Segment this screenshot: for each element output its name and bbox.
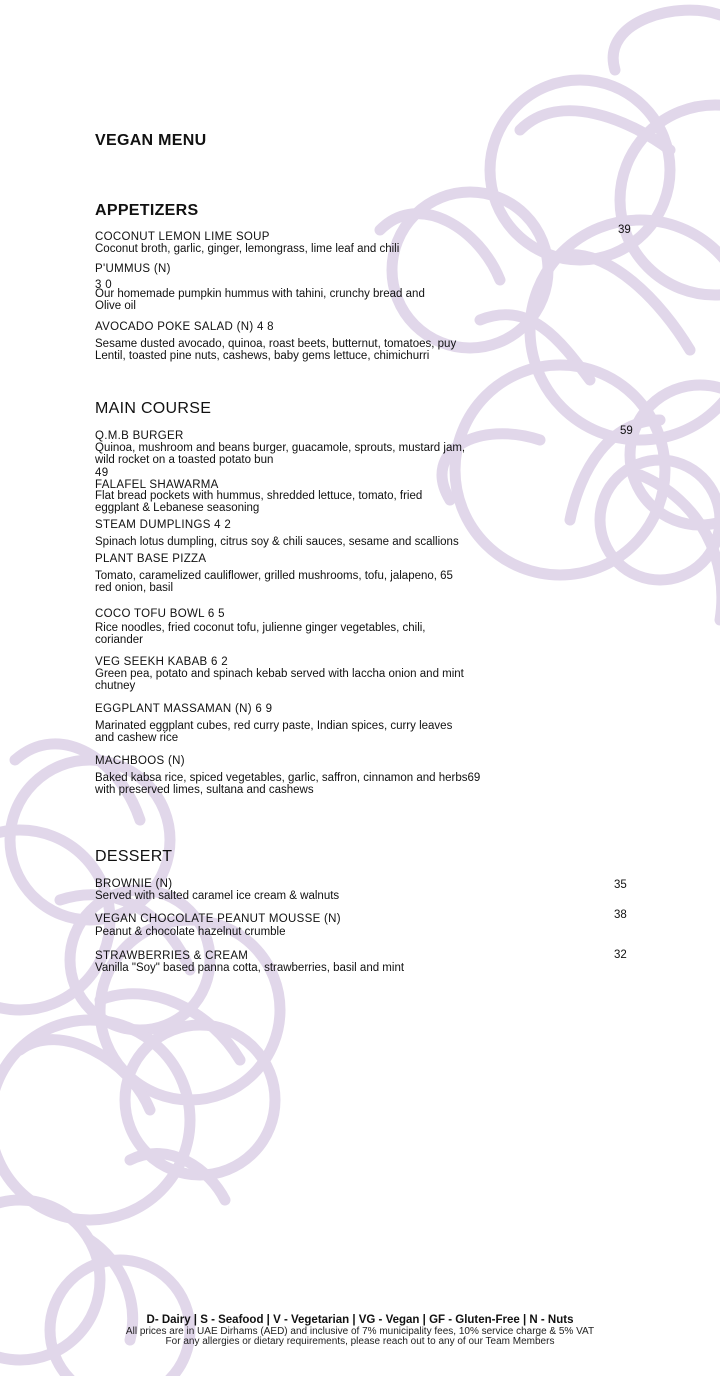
menu-item-price: 49 [95,467,109,479]
menu-item-description: Baked kabsa rice, spiced vegetables, garlic, saffron, cinnamon and herbs69 [95,772,481,784]
menu-item-description: Lentil, toasted pine nuts, cashews, baby gems lettuce, chimichurri [95,350,430,362]
menu-item-description: Tomato, caramelized cauliflower, grilled mushrooms, tofu, jalapeno, 65 [95,570,453,582]
menu-item-price: 59 [620,425,633,437]
menu-item-description: Peanut & chocolate hazelnut crumble [95,926,286,938]
menu-item-name: BROWNIE (N) [95,878,173,890]
menu-item-description: Green pea, potato and spinach kebab served with laccha onion and mint [95,668,464,680]
section-heading-main-course: MAIN COURSE [95,400,212,417]
menu-item-description: with preserved limes, sultana and cashews [95,784,314,796]
menu-item-name: VEGAN CHOCOLATE PEANUT MOUSSE (N) [95,913,341,925]
menu-item-description: coriander [95,634,143,646]
menu-item-description: Rice noodles, fried coconut tofu, julienne ginger vegetables, chili, [95,622,426,634]
menu-item-name: P'UMMUS (N) [95,263,171,275]
menu-item-description: red onion, basil [95,582,173,594]
menu-item-name: PLANT BASE PIZZA [95,553,207,565]
menu-item-price: 39 [618,224,631,236]
page-title: VEGAN MENU [95,132,207,149]
menu-item-name: VEG SEEKH KABAB 6 2 [95,656,228,668]
menu-item-description: chutney [95,680,136,692]
menu-item-price: 38 [614,909,627,921]
menu-item-description: eggplant & Lebanese seasoning [95,502,260,514]
menu-item-name: FALAFEL SHAWARMA [95,479,219,491]
allergy-note: For any allergies or dietary requirements, please reach out to any of our Team Members [165,1336,555,1347]
menu-item-description: Served with salted caramel ice cream & walnuts [95,890,340,902]
menu-item-name: STRAWBERRIES & CREAM [95,950,249,962]
menu-item-description: Spinach lotus dumpling, citrus soy & chili sauces, sesame and scallions [95,536,459,548]
menu-item-price: 3 0 [95,279,112,291]
menu-item-name: MACHBOOS (N) [95,755,185,767]
menu-item-description: Flat bread pockets with hummus, shredded lettuce, tomato, fried [95,490,423,502]
menu-item-name: STEAM DUMPLINGS 4 2 [95,519,232,531]
section-heading-appetizers: APPETIZERS [95,202,199,219]
menu-item-description: Marinated eggplant cubes, red curry paste, Indian spices, curry leaves [95,720,453,732]
menu-item-name: COCO TOFU BOWL 6 5 [95,608,225,620]
menu-item-description: Coconut broth, garlic, ginger, lemongrass, lime leaf and chili [95,243,400,255]
menu-item-description: Our homemade pumpkin hummus with tahini, crunchy bread and [95,288,425,300]
menu-item-description: Olive oil [95,300,136,312]
menu-item-name: AVOCADO POKE SALAD (N) 4 8 [95,321,274,333]
menu-item-description: wild rocket on a toasted potato bun [95,454,274,466]
dietary-legend: D- Dairy | S - Seafood | V - Vegetarian | VG - Vegan | GF - Gluten-Free | N - Nuts [146,1314,574,1326]
section-heading-dessert: DESSERT [95,848,173,865]
prices-note: All prices are in UAE Dirhams (AED) and inclusive of 7% municipality fees, 10% service charge & 5% VAT [125,1326,595,1337]
menu-item-price: 32 [614,949,627,961]
menu-item-name: Q.M.B BURGER [95,430,184,442]
menu-item-name: COCONUT LEMON LIME SOUP [95,231,270,243]
menu-item-name: EGGPLANT MASSAMAN (N) 6 9 [95,703,273,715]
menu-item-description: Sesame dusted avocado, quinoa, roast beets, butternut, tomatoes, puy [95,338,457,350]
menu-item-price: 35 [614,879,627,891]
menu-item-description: and cashew rice [95,732,179,744]
menu-item-description: Quinoa, mushroom and beans burger, guacamole, sprouts, mustard jam, [95,442,466,454]
menu-item-description: Vanilla "Soy" based panna cotta, strawberries, basil and mint [95,962,405,974]
